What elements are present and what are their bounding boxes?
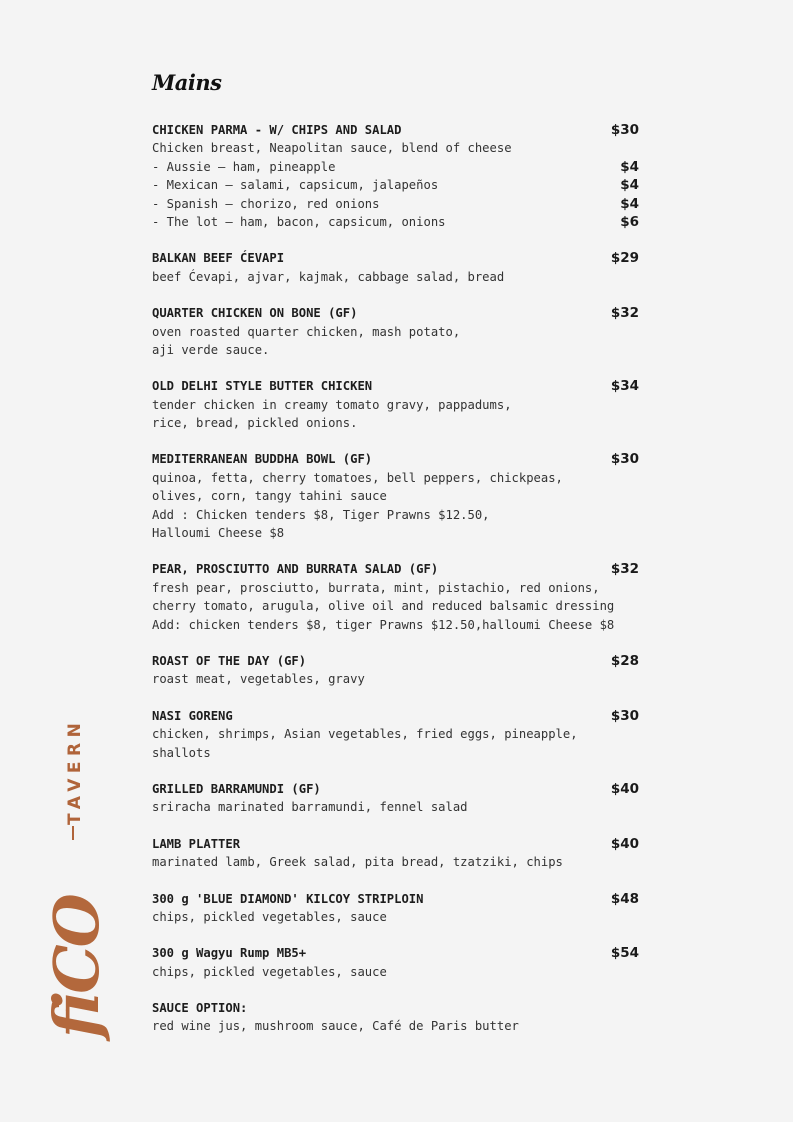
menu-item-description-line bbox=[152, 616, 642, 634]
menu-item-name: ROAST OF THE DAY (GF) bbox=[152, 653, 307, 668]
menu-item-price: $30 bbox=[610, 122, 639, 138]
menu-item-name: BALKAN BEEF ĆEVAPI bbox=[152, 251, 285, 266]
menu-item-description-line bbox=[152, 341, 642, 359]
description-text: cherry tomato, arugula, olive oil and reduced balsamic dressing bbox=[152, 599, 615, 614]
description-text: marinated lamb, Greek salad, pita bread, tzatziki, chips bbox=[152, 855, 563, 870]
menu-item-header bbox=[152, 707, 642, 725]
description-text: - Aussie – ham, pineapple bbox=[152, 159, 336, 174]
description-text: beef Ćevapi, ajvar, kajmak, cabbage salad, bread bbox=[152, 269, 505, 284]
menu-item-description-line bbox=[152, 487, 642, 505]
description-text: chicken, shrimps, Asian vegetables, fried eggs, pineapple, bbox=[152, 727, 578, 742]
menu-item-price: $32 bbox=[610, 305, 639, 322]
menu-item-description-line bbox=[152, 158, 642, 176]
menu-item-description-line bbox=[152, 597, 642, 615]
menu-item-price: $40 bbox=[610, 835, 639, 852]
menu-item-name: GRILLED BARRAMUNDI (GF) bbox=[152, 781, 321, 796]
menu-item bbox=[152, 304, 642, 359]
logo-tavern-text bbox=[65, 707, 85, 827]
description-text: fresh pear, prosciutto, burrata, mint, pistachio, red onions, bbox=[152, 580, 600, 595]
menu-item-description-line bbox=[152, 213, 642, 231]
menu-item bbox=[152, 835, 642, 872]
addon-price: $4 bbox=[620, 177, 639, 194]
addon-price: $4 bbox=[620, 158, 639, 175]
addon-price: $6 bbox=[620, 213, 639, 230]
menu-item-description-line bbox=[152, 744, 642, 762]
description-text: oven roasted quarter chicken, mash potato, bbox=[152, 324, 461, 339]
description-text: - The lot – ham, bacon, capsicum, onions bbox=[152, 214, 446, 229]
menu-item-name: 300 g 'BLUE DIAMOND' KILCOY STRIPLOIN bbox=[152, 891, 424, 906]
menu-item-description-line bbox=[152, 469, 642, 487]
menu-item-description-line bbox=[152, 323, 642, 341]
menu-item-description-line bbox=[152, 139, 642, 157]
menu-item bbox=[152, 890, 642, 927]
menu-item bbox=[152, 121, 642, 231]
menu-item-price: $30 bbox=[610, 451, 639, 468]
menu-item-price: $32 bbox=[610, 561, 639, 578]
menu-item-price: $28 bbox=[610, 652, 639, 669]
menu-item-description-line bbox=[152, 853, 642, 871]
description-text: olives, corn, tangy tahini sauce bbox=[152, 489, 387, 504]
menu-item bbox=[152, 780, 642, 817]
description-text: - Mexican – salami, capsicum, jalapeños bbox=[152, 178, 439, 193]
menu-item-name: NASI GORENG bbox=[152, 708, 233, 723]
menu-item-description-line bbox=[152, 725, 642, 743]
description-text: chips, pickled vegetables, sauce bbox=[152, 909, 387, 924]
section-title: Mains bbox=[152, 70, 222, 95]
logo-brand-label: fiCO bbox=[40, 896, 113, 1038]
menu-item-price: $29 bbox=[610, 250, 639, 267]
menu-item-description-line bbox=[152, 670, 642, 688]
menu-item bbox=[152, 377, 642, 432]
menu-item-description-line bbox=[152, 268, 642, 286]
menu-item-name: OLD DELHI STYLE BUTTER CHICKEN bbox=[152, 379, 373, 394]
menu-item bbox=[152, 707, 642, 762]
description-text: roast meat, vegetables, gravy bbox=[152, 672, 365, 687]
menu-item-description-line bbox=[152, 524, 642, 542]
menu-item-header bbox=[152, 249, 642, 267]
description-text: aji verde sauce. bbox=[152, 342, 270, 357]
menu-item-price: $40 bbox=[610, 780, 639, 797]
menu-item-price: $54 bbox=[610, 945, 639, 962]
logo-sub-label: TAVERN bbox=[65, 717, 85, 825]
menu-item-price: $34 bbox=[610, 378, 639, 395]
menu-item-name: SAUCE OPTION: bbox=[152, 1001, 248, 1016]
description-text: chips, pickled vegetables, sauce bbox=[152, 964, 387, 979]
menu-item bbox=[152, 560, 642, 634]
description-text: - Spanish – chorizo, red onions bbox=[152, 196, 380, 211]
menu-item-name: QUARTER CHICKEN ON BONE (GF) bbox=[152, 306, 358, 321]
menu-item bbox=[152, 944, 642, 981]
description-text: quinoa, fetta, cherry tomatoes, bell peppers, chickpeas, bbox=[152, 470, 563, 485]
logo-divider bbox=[72, 826, 74, 840]
menu-item-header bbox=[152, 121, 642, 139]
menu-item-description-line bbox=[152, 1017, 642, 1035]
description-text: red wine jus, mushroom sauce, Café de Paris butter bbox=[152, 1019, 519, 1034]
description-text: shallots bbox=[152, 745, 211, 760]
description-text: rice, bread, pickled onions. bbox=[152, 416, 358, 431]
menu-item-name: CHICKEN PARMA - W/ CHIPS AND SALAD bbox=[152, 123, 402, 137]
menu-list bbox=[152, 121, 642, 1054]
menu-item-name: PEAR, PROSCIUTTO AND BURRATA SALAD (GF) bbox=[152, 562, 439, 577]
menu-item-name: 300 g Wagyu Rump MB5+ bbox=[152, 946, 307, 961]
addon-price: $4 bbox=[620, 195, 639, 212]
menu-item-header bbox=[152, 780, 642, 798]
menu-item-price: $30 bbox=[610, 707, 639, 724]
menu-item bbox=[152, 249, 642, 286]
description-text: tender chicken in creamy tomato gravy, pappadums, bbox=[152, 397, 512, 412]
menu-item-description-line bbox=[152, 798, 642, 816]
menu-item-header bbox=[152, 890, 642, 908]
description-text: Halloumi Cheese $8 bbox=[152, 526, 285, 541]
menu-item-description-line bbox=[152, 506, 642, 524]
menu-item bbox=[152, 450, 642, 542]
menu-item-description-line bbox=[152, 908, 642, 926]
menu-item-description-line bbox=[152, 414, 642, 432]
menu-item-header bbox=[152, 377, 642, 395]
menu-item-header bbox=[152, 944, 642, 962]
menu-item-price: $48 bbox=[610, 890, 639, 907]
logo-brand bbox=[40, 840, 113, 1040]
menu-item-name: LAMB PLATTER bbox=[152, 836, 241, 851]
menu-item-header bbox=[152, 304, 642, 322]
menu-item-name: MEDITERRANEAN BUDDHA BOWL (GF) bbox=[152, 452, 373, 467]
menu-item-header bbox=[152, 652, 642, 670]
menu-item-description-line bbox=[152, 176, 642, 194]
menu-item-description-line bbox=[152, 195, 642, 213]
menu-item bbox=[152, 999, 642, 1036]
menu-item-description-line bbox=[152, 963, 642, 981]
description-text: sriracha marinated barramundi, fennel salad bbox=[152, 800, 468, 815]
menu-item-header bbox=[152, 999, 642, 1017]
menu-item-header bbox=[152, 450, 642, 468]
description-text: Add : Chicken tenders $8, Tiger Prawns $12.50, bbox=[152, 507, 490, 522]
menu-item-header bbox=[152, 835, 642, 853]
menu-item bbox=[152, 652, 642, 689]
menu-item-description-line bbox=[152, 396, 642, 414]
description-text: Chicken breast, Neapolitan sauce, blend of cheese bbox=[152, 141, 512, 156]
menu-item-description-line bbox=[152, 579, 642, 597]
menu-item-header bbox=[152, 560, 642, 578]
description-text: Add: chicken tenders $8, tiger Prawns $12.50,halloumi Cheese $8 bbox=[152, 617, 615, 632]
